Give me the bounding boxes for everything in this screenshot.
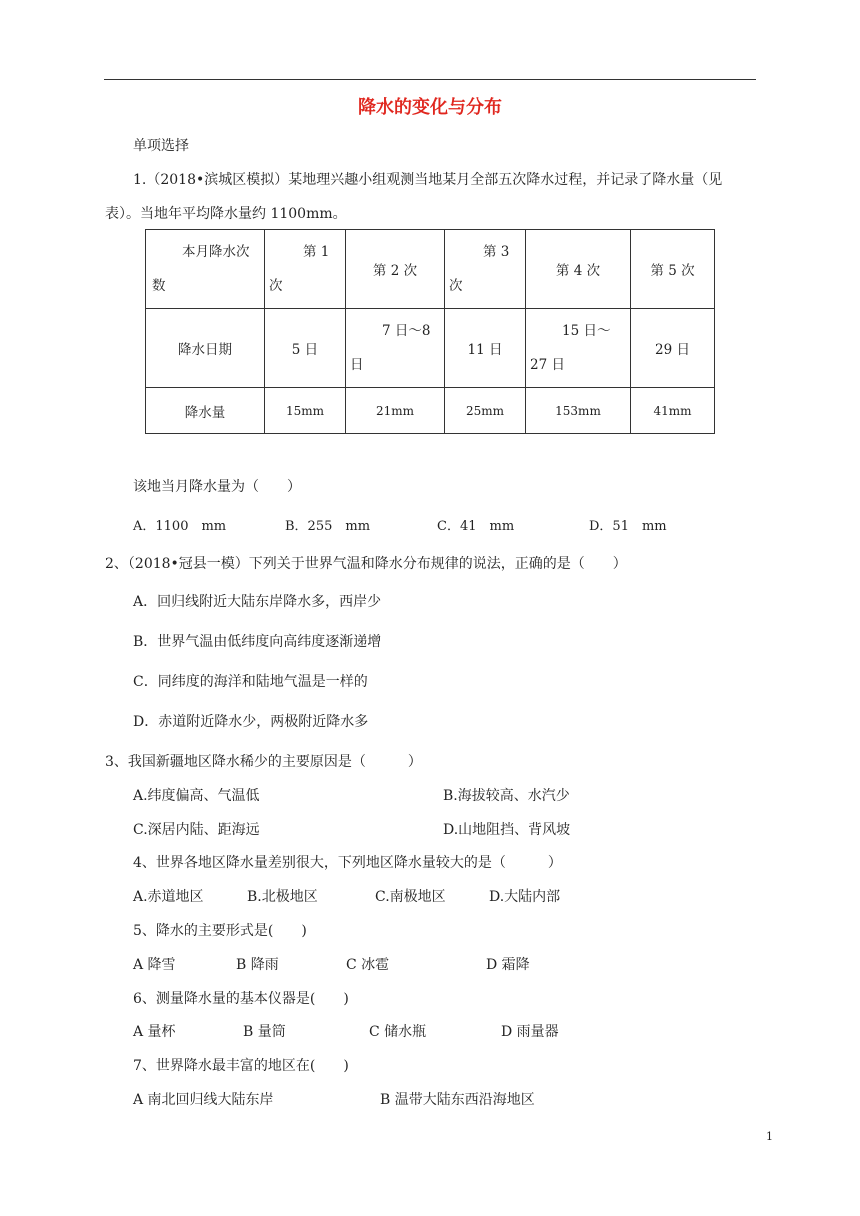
cell-text: 本月降水次 [182, 244, 250, 260]
cell-text: 7 日～8 [382, 323, 431, 339]
cell-text: 次 [269, 278, 283, 294]
q6-option-b: B 量筒 [243, 1024, 286, 1040]
q7-stem: 7、世界降水最丰富的地区在( ) [133, 1058, 349, 1074]
table-cell: 11 日 [445, 309, 526, 388]
table-cell: 5 日 [265, 309, 346, 388]
table-cell: 第 5 次 [631, 230, 715, 309]
table-cell: 降水日期 [146, 309, 265, 388]
table-row [146, 309, 715, 388]
cell-text: 数 [152, 278, 166, 294]
table-cell [346, 309, 445, 388]
q2-option-b: B．世界气温由低纬度向高纬度逐渐递增 [133, 634, 382, 650]
q6-stem: 6、测量降水量的基本仪器是( ) [133, 991, 349, 1007]
q5-option-c: C 冰雹 [346, 957, 390, 973]
page-title: 降水的变化与分布 [358, 97, 502, 118]
section-label: 单项选择 [133, 138, 189, 154]
q3-option-b: B.海拔较高、水汽少 [443, 788, 570, 804]
q5-option-d: D 霜降 [486, 957, 530, 973]
table-row [146, 388, 715, 434]
q3-option-c: C.深居内陆、距海远 [133, 822, 260, 838]
table-cell [526, 309, 631, 388]
header-rule [104, 79, 756, 80]
q7-option-b: B 温带大陆东西沿海地区 [380, 1092, 535, 1108]
q2-stem: 2、（2018•冠县一模）下列关于世界气温和降水分布规律的说法，正确的是（ ） [105, 556, 627, 572]
q2-option-a: A．回归线附近大陆东岸降水多，西岸少 [133, 594, 382, 610]
q4-option-a: A.赤道地区 [133, 889, 204, 905]
q3-option-a: A.纬度偏高、气温低 [133, 788, 260, 804]
q4-option-c: C.南极地区 [375, 889, 446, 905]
q7-option-a: A 南北回归线大陆东岸 [133, 1092, 274, 1108]
table-cell: 15mm [265, 388, 346, 434]
cell-text: 日 [350, 357, 364, 373]
q1-option-d: D．51 mm [589, 519, 667, 534]
q6-option-d: D 雨量器 [501, 1024, 559, 1040]
q4-option-d: D.大陆内部 [489, 889, 561, 905]
q3-stem: 3、我国新疆地区降水稀少的主要原因是（ ） [105, 754, 422, 770]
q4-stem: 4、世界各地区降水量差别很大，下列地区降水量较大的是（ ） [133, 855, 562, 871]
table-cell: 21mm [346, 388, 445, 434]
page-number: 1 [766, 1130, 773, 1143]
q2-option-d: D．赤道附近降水少，两极附近降水多 [133, 714, 369, 730]
table-cell: 第 2 次 [346, 230, 445, 309]
table-cell [265, 230, 346, 309]
q1-line1: 1.（2018•滨城区模拟）某地理兴趣小组观测当地某月全部五次降水过程，并记录了降水量（见 [133, 172, 723, 188]
cell-text: 次 [449, 278, 463, 294]
table-cell: 降水量 [146, 388, 265, 434]
table-cell [146, 230, 265, 309]
q2-option-c: C．同纬度的海洋和陆地气温是一样的 [133, 674, 368, 690]
table-cell [445, 230, 526, 309]
cell-text: 27 日 [530, 357, 565, 373]
table-cell: 29 日 [631, 309, 715, 388]
cell-text: 第 1 [303, 244, 330, 260]
rainfall-table [145, 229, 715, 434]
q1-option-c: C．41 mm [437, 519, 515, 534]
q5-option-b: B 降雨 [236, 957, 279, 973]
q1-stem: 该地当月降水量为（ ） [133, 479, 301, 495]
table-cell: 第 4 次 [526, 230, 631, 309]
table-cell: 153mm [526, 388, 631, 434]
q4-option-b: B.北极地区 [247, 889, 318, 905]
table-cell: 41mm [631, 388, 715, 434]
q1-option-a: A．1100 mm [133, 519, 227, 534]
q3-option-d: D.山地阻挡、背风坡 [443, 822, 571, 838]
q1-line2: 表）。当地年平均降水量约 1100mm。 [105, 206, 347, 222]
cell-text: 15 日～ [562, 323, 611, 339]
table-row [146, 230, 715, 309]
cell-text: 第 3 [483, 244, 510, 260]
q1-option-b: B．255 mm [285, 519, 371, 534]
q6-option-c: C 储水瓶 [369, 1024, 427, 1040]
q6-option-a: A 量杯 [133, 1024, 176, 1040]
q5-stem: 5、降水的主要形式是( ) [133, 923, 307, 939]
q5-option-a: A 降雪 [133, 957, 176, 973]
table-cell: 25mm [445, 388, 526, 434]
